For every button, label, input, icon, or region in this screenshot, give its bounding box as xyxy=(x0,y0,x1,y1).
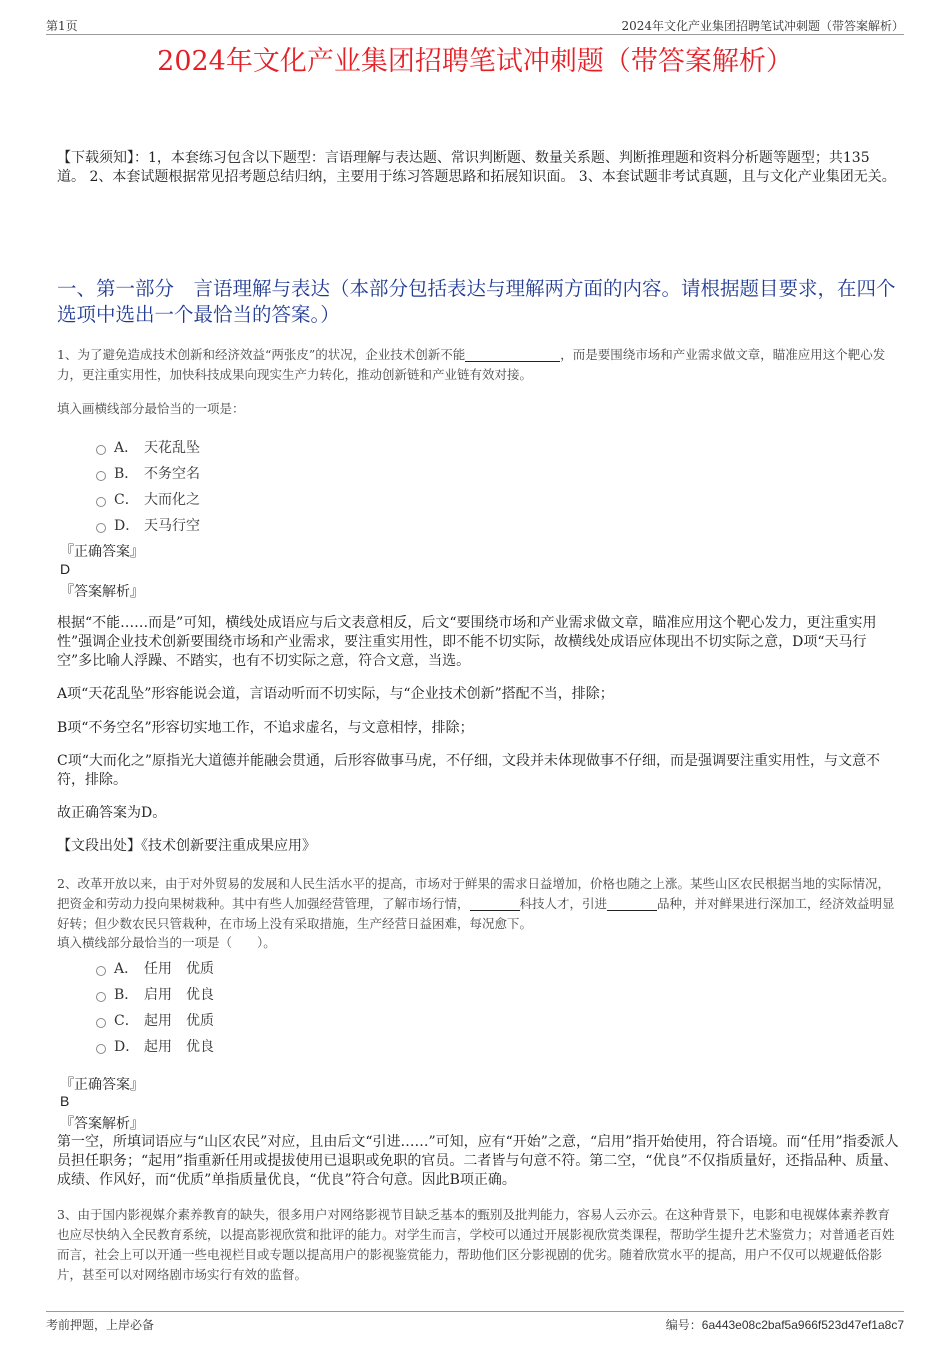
option-a[interactable]: A． 任用 优质 xyxy=(96,955,214,981)
download-notice: 【下载须知】：1，本套练习包含以下题型：言语理解与表达题、常识判断题、数量关系题、判断推理题和资料分析题等题型；共135道。 2、本套试题根据常见招考题总结归纳，主要用于练习答题思路和拓展知识面。 3、本套试题非考试真题，且与文化产业集团无关。 xyxy=(57,150,896,185)
question-1-text-a: 1、为了避免造成技术创新和经济效益“两张皮”的状况，企业技术创新不能 xyxy=(57,347,466,362)
answer-label: 『正确答案』 xyxy=(60,1077,144,1093)
analysis-label: 『答案解析』 xyxy=(60,584,144,600)
radio-icon[interactable] xyxy=(96,1044,106,1054)
page-header xyxy=(46,14,904,35)
option-c[interactable]: C． 起用 优质 xyxy=(96,1007,214,1033)
question-1-text-b: ，而是要围绕市场和产业需求做文章，瞄准应用这个靶心发力，更注重实用性，加快科技成果向现实生产力转化，推动创新链和产业链有效对接。 xyxy=(57,347,886,382)
analysis-paragraph: 故正确答案为D。 xyxy=(57,805,167,821)
analysis-paragraph: A项“天花乱坠”形容能说会道，言语动听而不切实际，与“企业技术创新”搭配不当，排除； xyxy=(57,686,614,702)
answer-blank xyxy=(607,898,657,911)
option-b[interactable]: B． 不务空名 xyxy=(96,460,200,486)
question-2: 2、改革开放以来，由于对外贸易的发展和人民生活水平的提高，市场对于鲜果的需求日益增加，价格也随之上涨。某些山区农民根据当地的实际情况，把资金和劳动力投向果树栽种。其中有些人加强经营管理，了解市场行情， 科技人才，引进 品种，并对鲜果进行深加工，经济效益明显好转；但少数农民只管栽种，在市场上没有采取措施，生产经营日益困难，每况愈下。 xyxy=(57,876,895,931)
analysis-paragraph: B项“不务空名”形容切实地工作，不追求虚名，与文意相悖，排除； xyxy=(57,720,474,736)
option-d[interactable]: D． 起用 优良 xyxy=(96,1033,214,1059)
question-1-options xyxy=(96,434,200,538)
document-title: 2024年文化产业集团招聘笔试冲刺题（带答案解析） xyxy=(157,46,793,77)
question-2-options xyxy=(96,955,214,1059)
radio-icon[interactable] xyxy=(96,471,106,481)
correct-answer: B xyxy=(60,1093,70,1109)
answer-label: 『正确答案』 xyxy=(60,544,144,560)
question-3: 3、由于国内影视媒介素养教育的缺失，很多用户对网络影视节目缺乏基本的甄别及批判能力，容易人云亦云。在这种背景下，电影和电视媒体素养教育也应尽快纳入全民教育系统，以提高影视欣赏和批评的能力。对学生而言，学校可以通过开展影视欣赏类课程，帮助学生提升艺术鉴赏力；对普通老百姓而言，社会上可以开通一些电视栏目或专题以提高用户的影视鉴赏能力，帮助他们区分影视剧的优劣。随着欣赏水平的提高，用户不仅可以规避低俗影片，甚至可以对网络剧市场实行有效的监督。 xyxy=(57,1207,895,1282)
option-a[interactable]: A． 天花乱坠 xyxy=(96,434,200,460)
question-1 xyxy=(57,345,902,385)
correct-answer: D xyxy=(60,561,71,577)
analysis-paragraph: C项“大而化之”原指光大道德并能融会贯通，后形容做事马虎，不仔细，文段并未体现做事不仔细，而是强调要注重实用性，与文意不符，排除。 xyxy=(57,753,881,788)
analysis-paragraph: 根据“不能……而是”可知，横线处成语应与后文表意相反，后文“要围绕市场和产业需求做文章，瞄准应用这个靶心发力，更注重实用性”强调企业技术创新要围绕市场和产业需求，要注重实用性，即不能不切实际，故横线处成语应体现出不切实际之意，D项“天马行空”多比喻人浮躁、不踏实，也有不切实际之意，符合文意，当选。 xyxy=(57,615,877,669)
source-paragraph: 【文段出处】《技术创新要注重成果应用》 xyxy=(57,838,316,854)
radio-icon[interactable] xyxy=(96,497,106,507)
footer-code: 编号：6a443e08c2baf5a966f523d47ef1a8c7 xyxy=(665,1318,904,1332)
answer-blank xyxy=(465,349,560,362)
option-c[interactable]: C． 大而化之 xyxy=(96,486,200,512)
footer-slogan: 考前押题，上岸必备 xyxy=(46,1318,155,1332)
header-title: 2024年文化产业集团招聘笔试冲刺题（带答案解析） xyxy=(621,19,904,33)
option-b[interactable]: B． 启用 优良 xyxy=(96,981,214,1007)
answer-blank xyxy=(470,898,520,911)
option-d[interactable]: D． 天马行空 xyxy=(96,512,200,538)
radio-icon[interactable] xyxy=(96,523,106,533)
analysis-label: 『答案解析』 xyxy=(60,1116,144,1132)
question-2-prompt: 填入横线部分最恰当的一项是（ ）。 xyxy=(57,935,276,950)
question-1-prompt: 填入画横线部分最恰当的一项是： xyxy=(57,401,245,416)
section-title: 一、第一部分 言语理解与表达（本部分包括表达与理解两方面的内容。请根据题目要求，在四个选项中选出一个最恰当的答案。） xyxy=(57,277,896,326)
page-footer xyxy=(46,1311,904,1332)
page-number: 第1页 xyxy=(46,19,78,33)
radio-icon[interactable] xyxy=(96,966,106,976)
radio-icon[interactable] xyxy=(96,1018,106,1028)
radio-icon[interactable] xyxy=(96,445,106,455)
analysis-paragraph: 第一空，所填词语应与“山区农民”对应，且由后文“引进……”可知，应有“开始”之意，“启用”指开始使用，符合语境。而“任用”指委派人员担任职务；“起用”指重新任用或提拔使用已退职或免职的官员。二者皆与句意不符。第二空，“优良”不仅指质量好，还指品种、质量、成绩、作风好，而“优质”单指质量优良，“优良”符合句意。因此B项正确。 xyxy=(57,1134,899,1188)
radio-icon[interactable] xyxy=(96,992,106,1002)
